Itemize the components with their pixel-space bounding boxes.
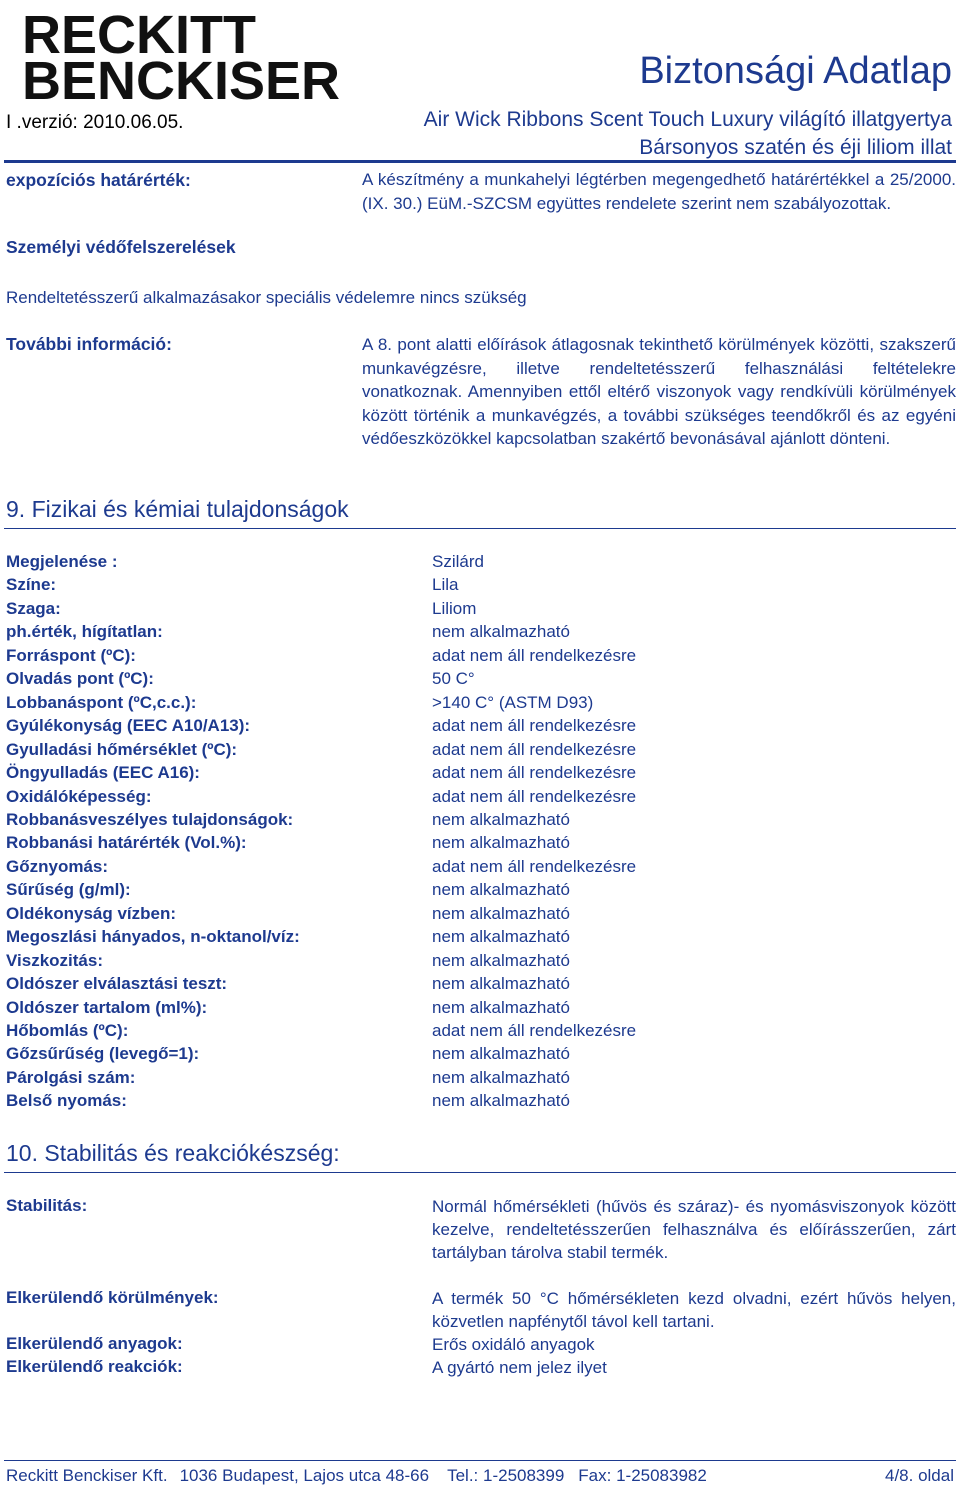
property-row [6,951,946,974]
property-label: Robbanási határérték (Vol.%): [6,833,247,853]
further-info-label: További információ: [6,334,172,354]
property-value: Szilárd [432,552,484,571]
property-value: nem alkalmazható [432,833,570,853]
property-label: Sűrűség (g/ml): [6,880,131,900]
property-row [6,1091,946,1114]
property-row [6,1068,946,1091]
footer-company: Reckitt Benckiser Kft. [6,1466,168,1485]
property-value: adat nem áll rendelkezésre [432,716,637,736]
property-row [6,740,946,763]
conditions-label: Elkerülendő körülmények: [6,1288,219,1307]
property-label: Forráspont (ºC): [6,645,136,665]
property-label: Szaga: [6,598,61,618]
property-row [6,880,946,903]
product-name-line1: Air Wick Ribbons Scent Touch Luxury világító illatgyertya [423,108,952,131]
property-value: nem alkalmazható [432,622,570,642]
version-label: I .verzió: 2010.06.05. [6,112,184,133]
ppe-text: Rendeltetésszerű alkalmazásakor speciális védelemre nincs szükség [6,288,527,307]
property-value: adat nem áll rendelkezésre [432,645,637,665]
property-row [6,787,946,810]
property-row [6,927,946,950]
property-row [6,575,946,598]
property-value: nem alkalmazható [432,880,570,900]
materials-value: Erős oxidáló anyagok [432,1335,595,1354]
footer-address: 1036 Budapest, Lajos utca 48-66 [179,1466,430,1485]
property-label: Oldószer tartalom (ml%): [6,997,208,1017]
property-value: nem alkalmazható [432,903,570,923]
property-value: adat nem áll rendelkezésre [432,1021,637,1040]
property-label: ph.érték, hígítatlan: [6,622,163,642]
section9-divider [4,528,956,529]
property-row [6,622,946,645]
logo-benckiser: BENCKISER [22,51,341,111]
footer [6,1466,954,1486]
property-row [6,669,946,692]
property-value: nem alkalmazható [432,1067,570,1087]
property-value: nem alkalmazható [432,997,570,1017]
header-divider [4,160,956,163]
materials-label: Elkerülendő anyagok: [6,1334,183,1353]
property-label: Hőbomlás (ºC): [6,1021,129,1040]
property-row [6,998,946,1021]
property-label: Színe: [6,575,57,595]
property-label: Belső nyomás: [6,1091,127,1111]
section10-title: 10. Stabilitás és reakciókészség: [6,1140,340,1166]
property-value: >140 C° (ASTM D93) [432,692,594,712]
footer-phone: Tel.: 1-2508399 [447,1466,565,1485]
footer-divider [4,1460,956,1461]
property-value: adat nem áll rendelkezésre [432,786,637,806]
property-value: nem alkalmazható [432,950,570,970]
property-row [6,1044,946,1067]
property-value: adat nem áll rendelkezésre [432,739,637,759]
exposure-label: expozíciós határérték: [6,170,191,190]
property-label: Gőzsűrűség (levegő=1): [6,1044,200,1064]
property-value: nem alkalmazható [432,1091,570,1111]
property-label: Gőznyomás: [6,856,109,876]
property-value: 50 C° [432,669,475,689]
property-label: Lobbanáspont (ºC,c.c.): [6,692,197,712]
stability-label: Stabilitás: [6,1196,88,1215]
property-row [6,810,946,833]
property-label: Viszkozitás: [6,950,104,970]
property-row [6,646,946,669]
property-row [6,716,946,739]
property-value: adat nem áll rendelkezésre [432,763,637,783]
property-row [6,763,946,786]
property-row [6,833,946,856]
conditions-value: A termék 50 °C hőmérsékleten kezd olvadni, ezért hűvös helyen, közvetlen napfénytől távol kell tartani. [432,1289,956,1331]
product-name-line2: Bársonyos szatén és éji liliom illat [639,136,952,159]
property-label: Oldószer elválasztási teszt: [6,974,228,994]
property-label: Gyulladási hőmérséklet (ºC): [6,739,238,759]
property-label: Robbanásveszélyes tulajdonságok: [6,809,294,829]
property-value: nem alkalmazható [432,974,570,994]
property-row [6,974,946,997]
property-value: nem alkalmazható [432,809,570,829]
footer-fax: Fax: 1-25083982 [578,1466,707,1485]
property-label: Gyúlékonyság (EEC A10/A13): [6,716,251,736]
document-title: Biztonsági Adatlap [639,50,952,92]
property-label: Oxidálóképesség: [6,786,152,806]
property-label: Oldékonyság vízben: [6,903,177,923]
property-label: Megjelenése : [6,552,118,571]
footer-page-number: 4/8. oldal [885,1466,954,1485]
property-row [6,1021,946,1044]
exposure-text: A készítmény a munkahelyi légtérben megengedhető határértékkel a 25/2000. (IX. 30.) EüM.-SZCSM együttes rendelete szerint nem szabályozottak. [362,170,956,213]
property-label: Öngyulladás (EEC A16): [6,763,200,783]
property-label: Párolgási szám: [6,1067,136,1087]
property-value: adat nem áll rendelkezésre [432,856,637,876]
property-row [6,552,946,575]
property-row [6,693,946,716]
stability-value: Normál hőmérsékleti (hűvös és száraz)- és nyomásviszonyok között kezelve, rendeltetésszerűen felhasználva és előírásszerűen, zárt tartályban tárolva stabil termék. [432,1197,956,1262]
property-label: Olvadás pont (ºC): [6,669,154,689]
property-row [6,599,946,622]
property-row [6,857,946,880]
section9-title: 9. Fizikai és kémiai tulajdonságok [6,496,349,522]
reactions-value: A gyártó nem jelez ilyet [432,1358,607,1377]
ppe-label: Személyi védőfelszerelések [6,237,236,257]
section10-divider [4,1172,956,1173]
property-value: Liliom [432,598,477,618]
further-info-text: A 8. pont alatti előírások átlagosnak tekinthető körülmények közötti, szakszerű munkavégzésre, illetve rendeltetésszerű felhasználási feltételekre vonatkoznak. Amennyiben ettől eltérő viszonyok vagy rendkívüli körülmények között történik a munkavégzés, a további szükséges teendőkről és az egyéni védőeszközökkel kapcsolatban szakértő bevonásával ajánlott dönteni. [362,335,956,448]
logo-reckitt: RECKITT [22,5,256,65]
property-value: nem alkalmazható [432,1044,570,1064]
reactions-label: Elkerülendő reakciók: [6,1357,183,1376]
property-value: Lila [432,575,459,595]
property-value: nem alkalmazható [432,927,570,947]
property-row [6,904,946,927]
property-label: Megoszlási hányados, n-oktanol/víz: [6,927,300,947]
